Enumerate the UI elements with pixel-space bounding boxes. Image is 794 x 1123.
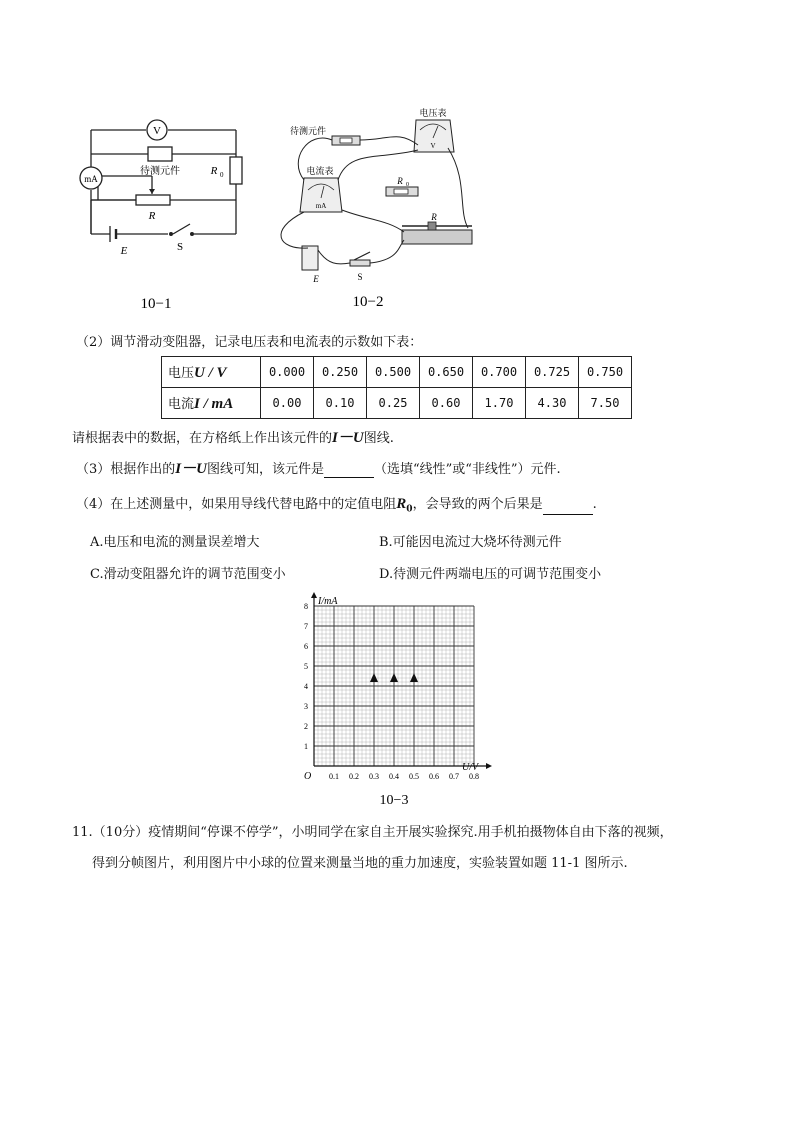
question-3-text: （3）根据作出的I－U图线可知，该元件是 （选填“线性”或“非线性”）元件. — [76, 461, 561, 477]
figure-10-1-caption: 10−1 — [140, 296, 172, 312]
switch-icon — [350, 252, 370, 282]
data-markers — [370, 673, 418, 682]
switch-icon — [169, 232, 173, 236]
table-cell: 0.650 — [420, 357, 473, 388]
table-cell: 0.750 — [579, 357, 632, 388]
svg-text:待测元件: 待测元件 — [140, 166, 180, 177]
figure-10-2-caption: 10−2 — [352, 294, 384, 310]
rheostat-icon — [402, 212, 472, 244]
option-c: C.滑动变阻器允许的调节范围变小 — [90, 567, 286, 582]
svg-text:R: R — [148, 210, 156, 222]
answer-blank[interactable] — [543, 500, 593, 515]
question-11-line-2: 得到分帧图片，利用图片中小球的位置来测量当地的重力加速度，实验装置如题 11-1 图所示. — [92, 856, 628, 871]
option-a: A.电压和电流的测量误差增大 — [90, 535, 260, 550]
apparatus-diagram-10-2 — [268, 100, 483, 315]
table-cell: 1.70 — [473, 388, 526, 419]
component-under-test-icon — [332, 136, 360, 145]
x-tick-label: 0.5 — [409, 772, 419, 781]
svg-text:E: E — [120, 245, 128, 257]
svg-text:电压表: 电压表 — [419, 108, 447, 118]
table-cell: 7.50 — [579, 388, 632, 419]
svg-text:S: S — [357, 272, 363, 282]
question-4-text: （4）在上述测量中，如果用导线代替电路中的定值电阻$R_0$，会导致的两个后果是 . — [76, 496, 597, 515]
svg-text:E: E — [313, 274, 319, 284]
svg-text:mA: mA — [315, 202, 327, 210]
ammeter-icon — [300, 178, 342, 212]
svg-text:电流表: 电流表 — [306, 166, 334, 176]
rheostat-icon — [136, 195, 170, 205]
table-cell: 0.700 — [473, 357, 526, 388]
y-tick-label: 5 — [304, 662, 308, 671]
table-cell: 0.000 — [261, 357, 314, 388]
data-table — [161, 356, 632, 419]
table-row-current — [162, 388, 632, 419]
svg-text:0: 0 — [406, 182, 409, 188]
svg-text:V: V — [153, 125, 161, 137]
svg-text:V: V — [430, 142, 436, 150]
x-tick-label: 0.3 — [369, 772, 379, 781]
option-b: B.可能因电流过大烧坏待测元件 — [379, 535, 562, 550]
y-tick-label: 4 — [304, 682, 308, 691]
x-axis-arrow-icon — [486, 763, 492, 769]
table-cell: 0.60 — [420, 388, 473, 419]
svg-text:0: 0 — [220, 171, 224, 179]
y-tick-label: 7 — [304, 622, 308, 631]
x-tick-label: 0.2 — [349, 772, 359, 781]
question-2-text: （2）调节滑动变阻器，记录电压表和电流表的示数如下表： — [76, 335, 423, 350]
table-cell: 4.30 — [526, 388, 579, 419]
option-d: D.待测元件两端电压的可调节范围变小 — [379, 567, 602, 582]
origin-label: O — [304, 771, 312, 782]
table-cell: 0.500 — [367, 357, 420, 388]
x-axis-label: U/V — [462, 762, 479, 773]
answer-blank[interactable] — [324, 463, 374, 478]
fixed-resistor-icon — [230, 157, 242, 184]
y-tick-label: 1 — [304, 742, 308, 751]
question-2-instruction: 请根据表中的数据，在方格纸上作出该元件的I－U图线. — [72, 430, 394, 446]
triangle-marker-icon — [410, 673, 418, 682]
y-axis-arrow-icon — [311, 592, 317, 598]
iu-graph-10-3 — [290, 590, 510, 815]
circuit-diagram-10-1 — [76, 112, 246, 312]
y-tick-label: 6 — [304, 642, 308, 651]
svg-text:mA: mA — [84, 174, 98, 184]
voltmeter-icon — [414, 120, 454, 152]
y-tick-label: 3 — [304, 702, 308, 711]
svg-text:R: R — [210, 165, 218, 177]
triangle-marker-icon — [370, 673, 378, 682]
svg-text:R: R — [431, 212, 437, 222]
battery-icon — [302, 246, 319, 284]
svg-text:S: S — [176, 241, 184, 253]
x-tick-label: 0.8 — [469, 772, 479, 781]
table-cell: 0.00 — [261, 388, 314, 419]
question-11-line-1: 11.（10分）疫情期间“停课不停学”，小明同学在家自主开展实验探究.用手机拍摄物体自由下落的视频， — [72, 825, 673, 840]
x-tick-label: 0.4 — [389, 772, 399, 781]
component-under-test-icon — [148, 147, 172, 161]
svg-text:待测元件: 待测元件 — [289, 126, 327, 136]
table-cell: 0.25 — [367, 388, 420, 419]
x-tick-label: 0.1 — [329, 772, 339, 781]
fixed-resistor-icon — [386, 176, 418, 196]
y-tick-label: 2 — [304, 722, 308, 731]
table-cell: 0.10 — [314, 388, 367, 419]
svg-text:R: R — [397, 176, 403, 186]
x-tick-label: 0.7 — [449, 772, 459, 781]
x-tick-label: 0.6 — [429, 772, 439, 781]
row-header-voltage: 电压U / V — [162, 357, 261, 388]
y-tick-label: 8 — [304, 602, 308, 611]
triangle-marker-icon — [390, 673, 398, 682]
table-row-voltage — [162, 357, 632, 388]
y-axis-label: I/mA — [318, 596, 338, 607]
row-header-current: 电流I / mA — [162, 388, 261, 419]
table-cell: 0.250 — [314, 357, 367, 388]
figure-10-3-caption: 10−3 — [379, 793, 409, 808]
table-cell: 0.725 — [526, 357, 579, 388]
